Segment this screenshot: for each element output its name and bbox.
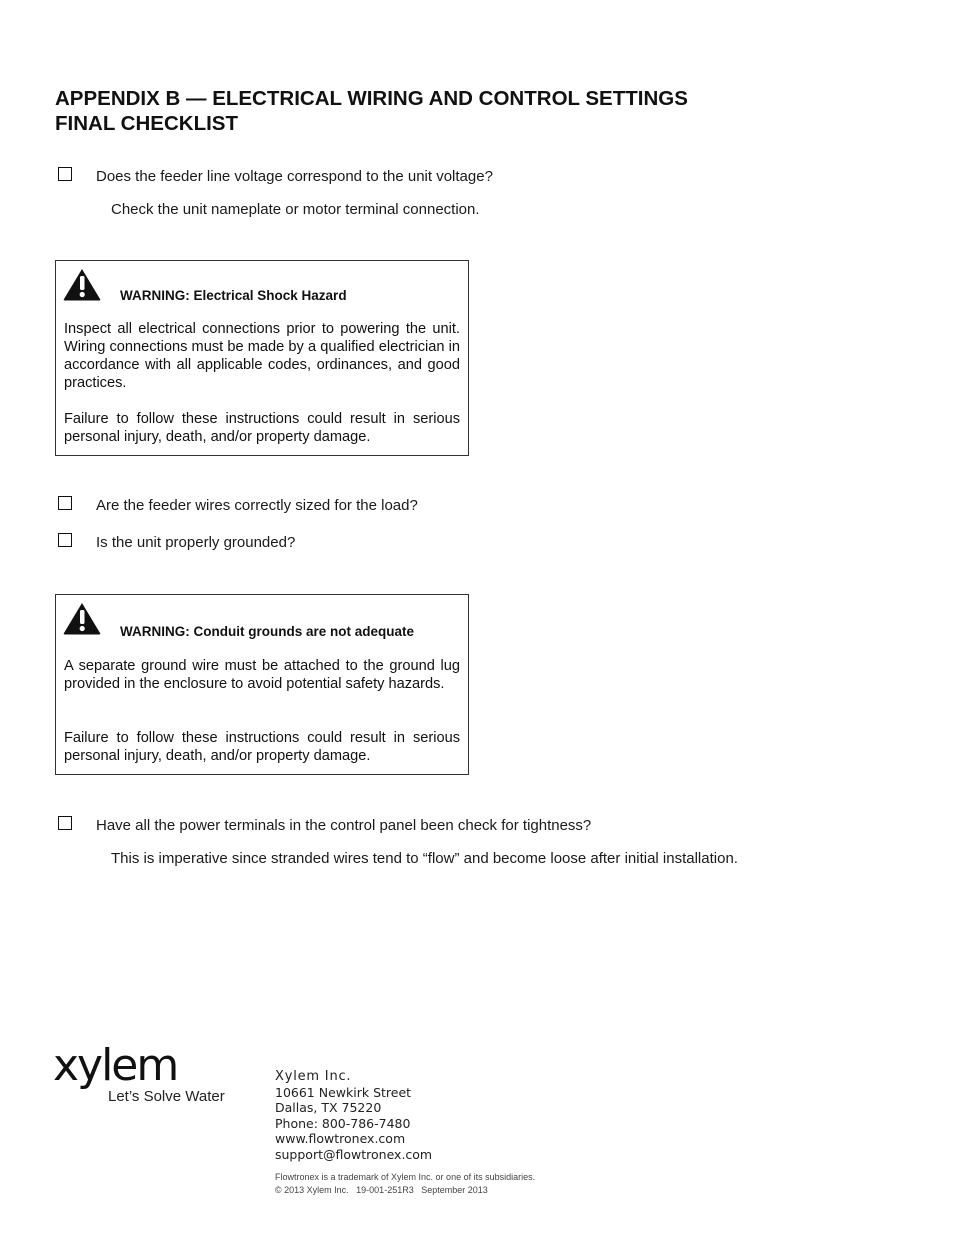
email-link[interactable]: support@flowtronex.com (275, 1146, 433, 1162)
checkbox-wire-size[interactable] (58, 496, 72, 510)
title-line-2: FINAL CHECKLIST (55, 112, 238, 135)
street: 10661 Newkirk Street (275, 1084, 412, 1100)
copyright: © 2013 Xylem Inc. 19-001-251R3 September 2013 (275, 1185, 488, 1195)
checklist-note: Check the unit nameplate or motor terminal connection. (111, 201, 480, 218)
checklist-question: Are the feeder wires correctly sized for the load? (96, 497, 418, 514)
trademark-note: Flowtronex is a trademark of Xylem Inc. or one of its subsidiaries. (275, 1172, 536, 1182)
warning-heading: WARNING: Conduit grounds are not adequate (120, 624, 414, 639)
xylem-logo: xylem (53, 1040, 178, 1091)
phone: Phone: 800-786-7480 (275, 1115, 411, 1131)
warning-box (55, 260, 469, 456)
warning-paragraph: Failure to follow these instructions could result in serious personal injury, death, and/or property damage. (64, 730, 460, 764)
warning-heading: WARNING: Electrical Shock Hazard (120, 288, 347, 303)
checkbox-grounded[interactable] (58, 533, 72, 547)
city: Dallas, TX 75220 (275, 1100, 382, 1116)
checklist-question: Have all the power terminals in the control panel been check for tightness? (96, 817, 592, 834)
checklist-note: This is imperative since stranded wires tend to “flow” and become loose after initial installation. (111, 850, 738, 867)
title-line-1: APPENDIX B — ELECTRICAL WIRING AND CONTROL SETTINGS (55, 87, 688, 110)
warning-triangle-icon (62, 267, 102, 301)
checkbox-voltage[interactable] (58, 167, 72, 181)
warning-paragraph: Failure to follow these instructions could result in serious personal injury, death, and/or property damage. (64, 411, 460, 445)
checklist-question: Does the feeder line voltage correspond to the unit voltage? (96, 168, 493, 185)
website-link[interactable]: www.flowtronex.com (275, 1131, 406, 1147)
warning-box (55, 594, 469, 775)
page-title (55, 86, 688, 136)
fine-print (275, 1171, 535, 1197)
tagline: Let’s Solve Water (108, 1088, 225, 1105)
company-address (275, 1069, 432, 1163)
checklist-question: Is the unit properly grounded? (96, 534, 296, 551)
warning-triangle-icon (62, 601, 102, 635)
warning-paragraph: A separate ground wire must be attached to the ground lug provided in the enclosure to avoid potential safety hazards. (64, 658, 460, 692)
company-name: Xylem Inc. (275, 1069, 352, 1084)
checkbox-terminals[interactable] (58, 816, 72, 830)
warning-paragraph: Inspect all electrical connections prior to powering the unit. Wiring connections must be made by a qualified electrician in accordance with all applicable codes, ordinances, and good practices. (64, 321, 460, 391)
